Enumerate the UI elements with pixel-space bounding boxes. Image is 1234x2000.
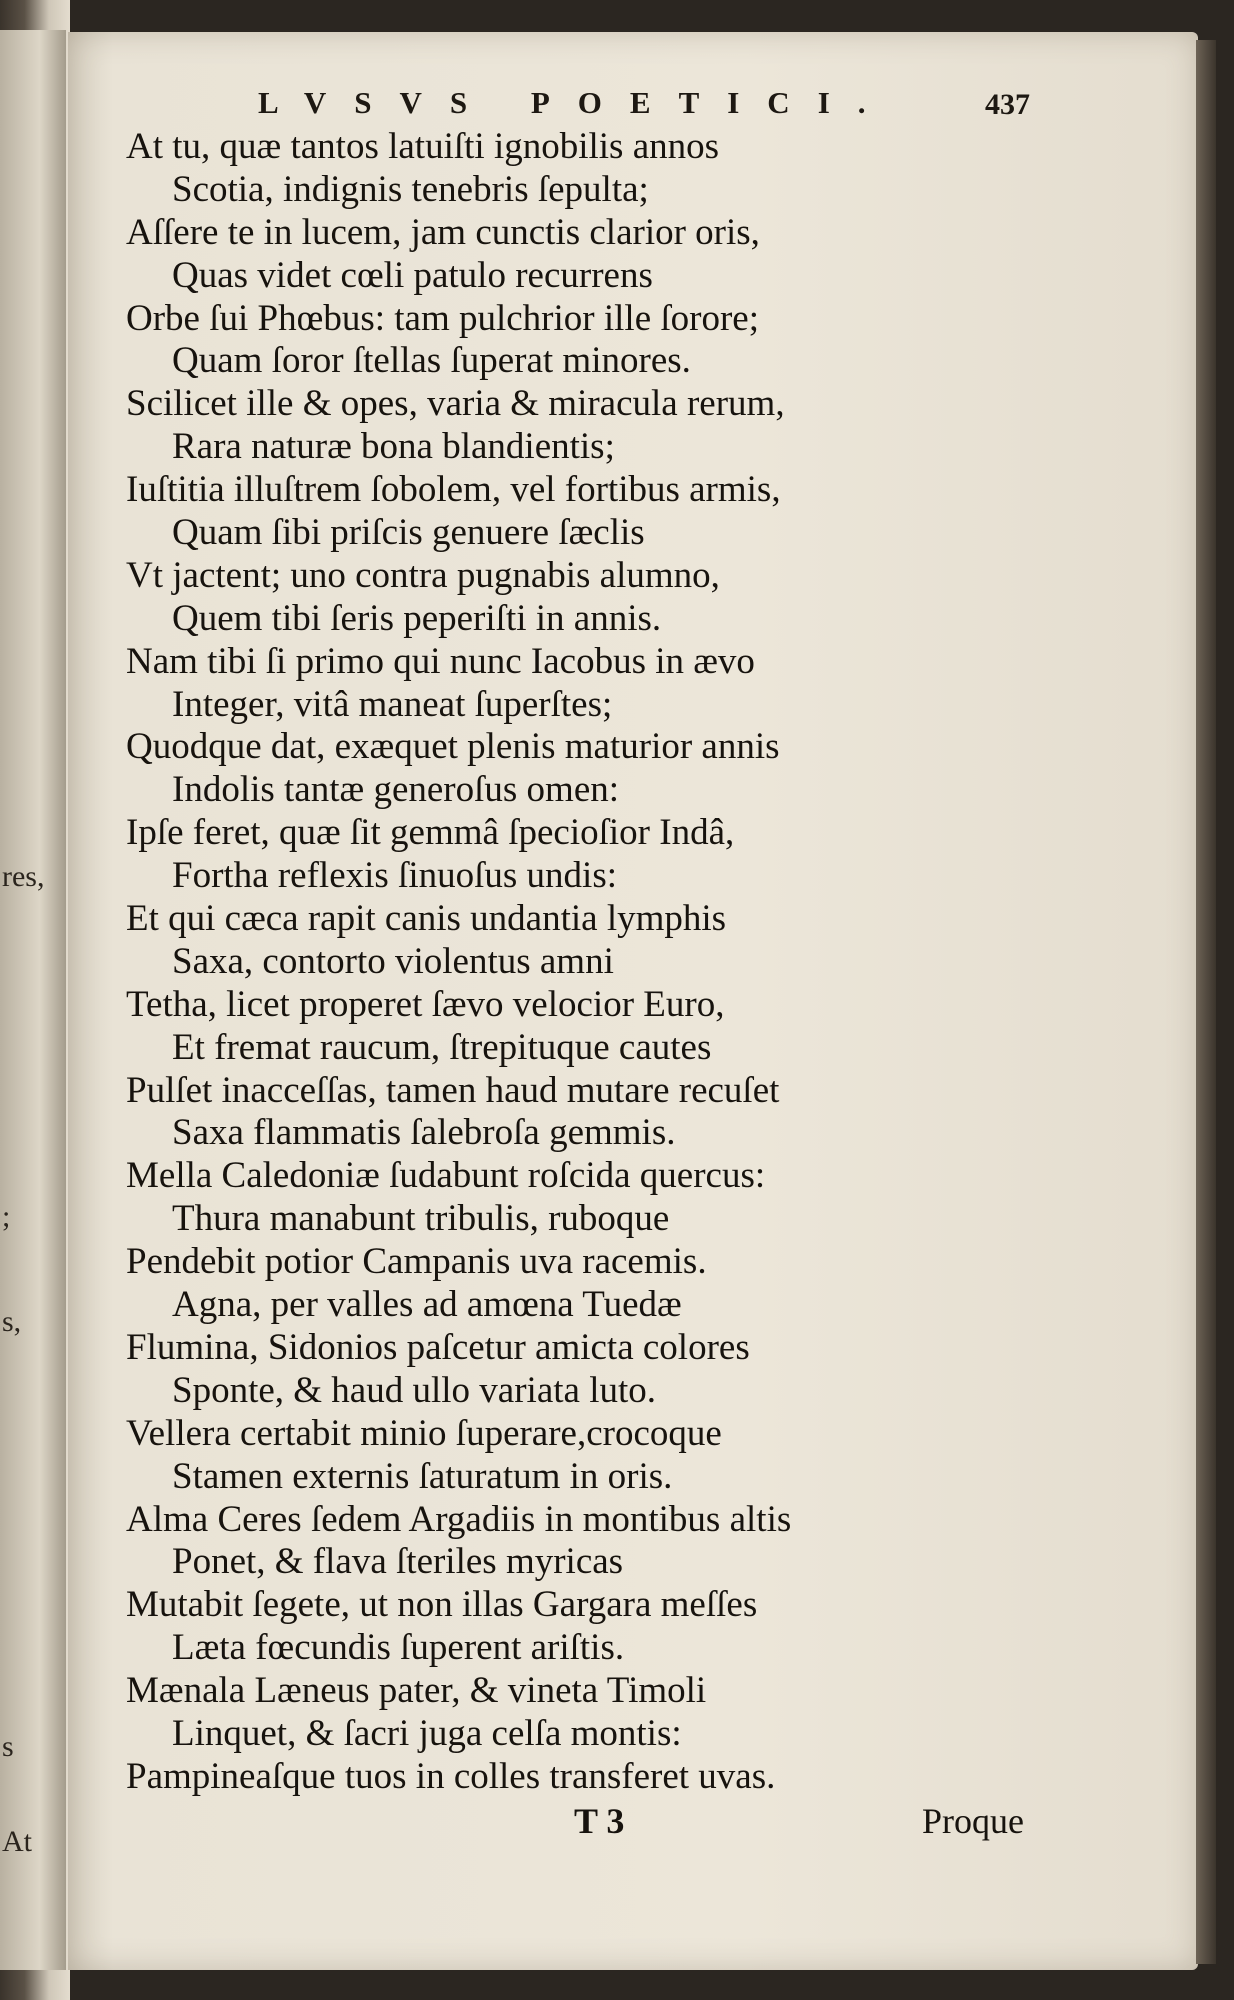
poem-line: Saxa, contorto violentus amni — [172, 940, 614, 982]
poem-line: Nam tibi ſi primo qui nunc Iacobus in ævo — [126, 640, 755, 682]
poem-line: Fortha reflexis ſinuoſus undis: — [172, 855, 617, 897]
poem-line: Orbe ſui Phœbus: tam pulchrior ille ſorore; — [126, 297, 759, 339]
prev-page-fragment: res, — [2, 860, 45, 893]
poem-line: Et qui cæca rapit canis undantia lymphis — [126, 898, 727, 940]
poem-line: Integer, vitâ maneat ſuperſtes; — [172, 683, 613, 725]
poem-line: Pendebit potior Campanis uva racemis. — [126, 1241, 707, 1283]
prev-page-fragment: s — [2, 1730, 14, 1763]
poem-line: Linquet, & ſacri juga celſa montis: — [172, 1712, 682, 1754]
poem-line: Læta fœcundis ſuperent ariſtis. — [172, 1627, 625, 1669]
poem-line: Quam ſoror ſtellas ſuperat minores. — [172, 340, 691, 382]
poem-line: Mænala Læneus pater, & vineta Timoli — [126, 1670, 707, 1712]
poem-line: Pampineaſque tuos in colles transferet uvas. — [126, 1755, 776, 1797]
poem-line: Stamen externis ſaturatum in oris. — [172, 1455, 673, 1497]
poem-line: Tetha, licet properet ſævo velocior Euro, — [126, 983, 725, 1025]
poem-line: Alma Ceres ſedem Argadiis in montibus altis — [126, 1498, 792, 1540]
poem-line: Rara naturæ bona blandientis; — [172, 426, 615, 468]
poem-line: Quodque dat, exæquet plenis maturior annis — [126, 726, 780, 768]
page-fore-edge — [1196, 40, 1216, 1964]
poem-line: Mutabit ſegete, ut non illas Gargara meſſes — [126, 1584, 758, 1626]
prev-page-fragment: At — [2, 1825, 32, 1858]
poem-line: Quam ſibi priſcis genuere ſæclis — [172, 512, 645, 554]
poem-line: Iuſtitia illuſtrem ſobolem, vel fortibus armis, — [126, 469, 781, 511]
signature-mark: T 3 — [574, 1801, 625, 1841]
poem-line: Quas videt cœli patulo recurrens — [172, 254, 653, 296]
poem-line: Vellera certabit minio ſuperare,crocoque — [126, 1412, 722, 1454]
poem-line: Saxa flammatis ſalebroſa gemmis. — [172, 1112, 676, 1154]
poem-line: Ipſe feret, quæ ſit gemmâ ſpecioſior Indâ, — [126, 812, 735, 854]
catchword: Proque — [922, 1801, 1024, 1841]
poem-line: Quem tibi ſeris peperiſti in annis. — [172, 597, 662, 639]
poem-line: Agna, per valles ad amœna Tuedæ — [172, 1284, 682, 1326]
poem-line: Vt jactent; uno contra pugnabis alumno, — [126, 554, 720, 596]
poem-line: Ponet, & flava ſteriles myricas — [172, 1541, 624, 1583]
poem-text — [126, 126, 1166, 1799]
poem-line: Scilicet ille & opes, varia & miracula rerum, — [126, 383, 785, 425]
poem-line: Mella Caledoniæ ſudabunt roſcida quercus: — [126, 1155, 766, 1197]
poem-line: Thura manabunt tribulis, ruboque — [172, 1198, 670, 1240]
prev-page-fragment: ; — [2, 1200, 11, 1233]
poem-line: Pulſet inacceſſas, tamen haud mutare recuſet — [126, 1069, 780, 1111]
running-head: LVSVS POETICI. — [258, 85, 894, 120]
previous-page-edge — [0, 30, 66, 1970]
poem-line: Flumina, Sidonios paſcetur amicta colores — [126, 1326, 750, 1368]
prev-page-fragment: s, — [2, 1305, 22, 1338]
poem-line: Et fremat raucum, ſtrepituque cautes — [172, 1026, 712, 1068]
poem-line: Sponte, & haud ullo variata luto. — [172, 1369, 656, 1411]
page-number: 437 — [985, 88, 1030, 121]
poem-line: Aſſere te in lucem, jam cunctis clarior oris, — [126, 211, 760, 253]
poem-line: Scotia, indignis tenebris ſepulta; — [172, 168, 649, 210]
poem-line: Indolis tantæ generoſus omen: — [172, 769, 620, 811]
poem-line: At tu, quæ tantos latuiſti ignobilis annos — [126, 126, 720, 167]
